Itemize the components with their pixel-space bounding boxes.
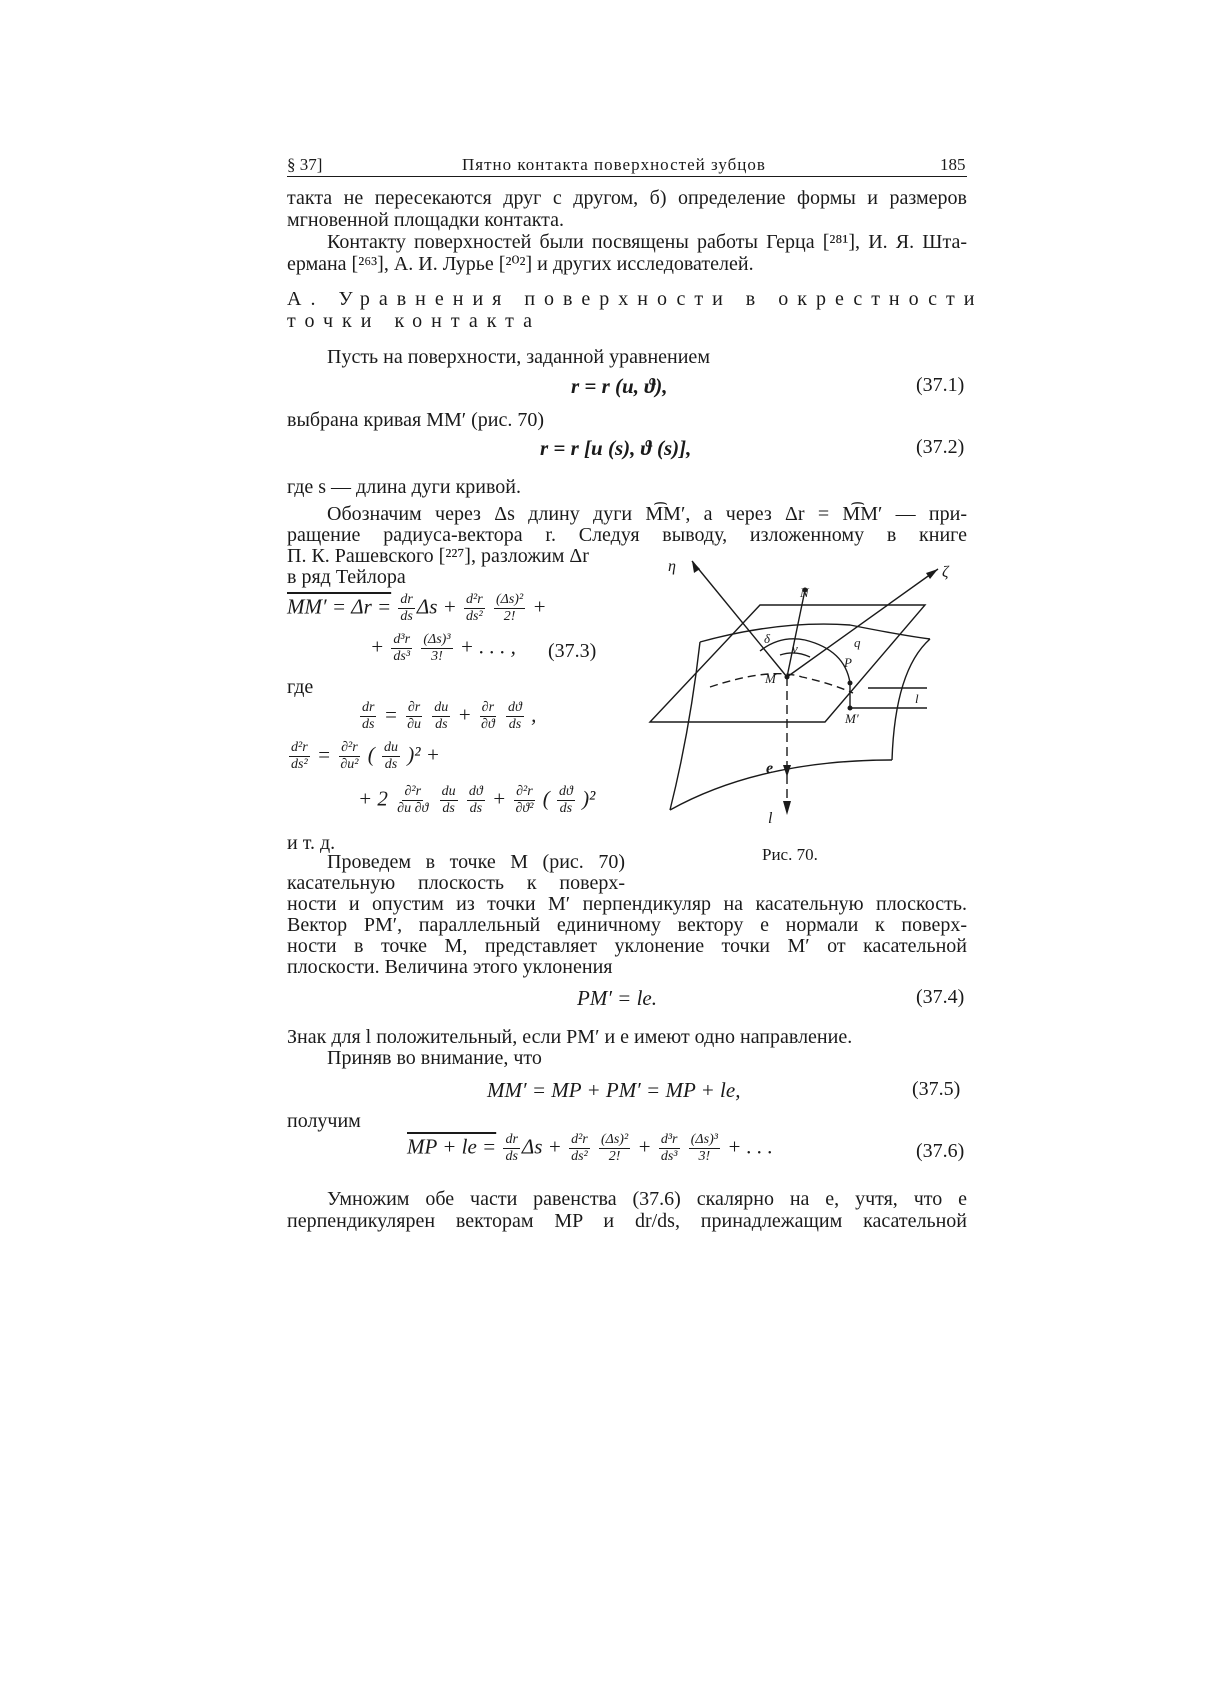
equation-lhs: MP + le = bbox=[407, 1134, 497, 1159]
arrowhead-icon bbox=[926, 569, 938, 579]
point-M-prime bbox=[848, 706, 853, 711]
equation-body: + 2 $\frac{\text{∂²r}}{\partial u \partial ϑ}$ $\frac{du}{ds}$ $\frac{dϑ}{ds}$ + $\frac{\text{∂²r}}{\text{∂ϑ²}}$ ( $\frac{dϑ}{ds}$ )² bbox=[358, 784, 596, 816]
paragraph-line: мгновенной площадки контакта. bbox=[287, 209, 565, 231]
section-heading: А. Уравнения поверхности в окрестности bbox=[287, 288, 984, 310]
paragraph-line: Пусть на поверхности, заданной уравнением bbox=[327, 346, 710, 368]
paragraph-line: ермана [²⁶³], А. И. Лурье [²⁰²] и других исследователей. bbox=[287, 253, 754, 275]
equation-number: (37.2) bbox=[916, 436, 965, 458]
paragraph-line: Знак для l положительный, если PM′ и e имеют одно направление. bbox=[287, 1026, 853, 1048]
label-l: l bbox=[768, 810, 773, 827]
paragraph-line: Приняв во внимание, что bbox=[327, 1047, 542, 1069]
paragraph-line: плоскости. Величина этого уклонения bbox=[287, 956, 613, 978]
section-heading: точки контакта bbox=[287, 310, 542, 332]
surface-edge bbox=[670, 642, 700, 810]
label-P: P bbox=[844, 655, 852, 670]
paragraph-line: получим bbox=[287, 1110, 361, 1132]
label-l-dim: l bbox=[915, 691, 919, 706]
paragraph-line: где bbox=[287, 676, 314, 698]
header-rule bbox=[287, 176, 967, 177]
equation-body: PM′ = le. bbox=[577, 986, 657, 1010]
paragraph-line: Умножим обе части равенства (37.6) скалярно на e, учтя, что e bbox=[327, 1188, 967, 1210]
paragraph-line: ности и опустим из точки M′ перпендикуляр на касательную плоскость. bbox=[287, 893, 967, 915]
paragraph-line: перпендикулярен векторам MP и dr/ds, принадлежащим касательной bbox=[287, 1210, 967, 1232]
arrowhead-icon bbox=[783, 765, 791, 777]
equation-body: $\frac{dr}{ds}$ = $\frac{\partial r}{\partial u}$ $\frac{du}{ds}$ + $\frac{\partial r}{\partial ϑ}$ $\frac{dϑ}{ds}$ , bbox=[362, 700, 537, 732]
label-delta: δ bbox=[764, 631, 771, 646]
eta-axis bbox=[692, 561, 787, 677]
label-e: e bbox=[766, 760, 774, 777]
equation-number: (37.5) bbox=[912, 1078, 961, 1100]
label-q: q bbox=[854, 635, 861, 650]
label-N: N bbox=[800, 585, 809, 600]
equation-body: MM′ = Δr = $\frac{dr}{ds}$ Δs + $\frac{\text{d²r}}{\text{ds²}}$ $\frac{\text{(Δs)²}}{2!}$ + bbox=[287, 592, 547, 624]
surface-edge bbox=[892, 639, 930, 760]
paragraph-line: такта не пересекаются друг с другом, б) определение формы и размеров bbox=[287, 187, 967, 209]
label-M: M bbox=[765, 671, 776, 686]
paragraph-line: ращение радиуса-вектора r. Следуя выводу, изложенному в книге bbox=[287, 524, 967, 546]
equation-body: $\frac{\text{d²r}}{\text{ds²}}$ = $\frac{\text{∂²r}}{\text{∂u²}}$ ( $\frac{du}{ds}$ )² + bbox=[291, 740, 440, 772]
paragraph-line: Вектор PM′, параллельный единичному вектору e нормали к поверх- bbox=[287, 914, 967, 936]
point-M bbox=[785, 675, 790, 680]
equation-body: r = r (u, ϑ), bbox=[571, 374, 668, 398]
paragraph-line: где s — длина дуги кривой. bbox=[287, 476, 521, 498]
header-section: § 37] bbox=[287, 155, 323, 174]
equation-body: MP + le = $\frac{dr}{ds}$ Δs + $\frac{\text{d²r}}{\text{ds²}}$ $\frac{\text{(Δs)²}}{2!}$ + $\frac{\text{d³r}}{\text{ds³}}$ $\frac{\text{(Δs)³}}{3!}$ + . . . bbox=[407, 1132, 773, 1164]
arrowhead-icon bbox=[783, 801, 791, 815]
paragraph-line: в ряд Тейлора bbox=[287, 566, 406, 588]
paragraph-line: Проведем в точке M (рис. 70) bbox=[327, 851, 625, 873]
equation-lhs: MM′ = Δr = bbox=[287, 594, 392, 619]
figure-caption: Рис. 70. bbox=[762, 845, 818, 864]
header-title: Пятно контакта поверхностей зубцов bbox=[462, 155, 766, 174]
arrowhead-icon bbox=[692, 561, 700, 573]
equation-number: (37.6) bbox=[916, 1140, 965, 1162]
label-nu: ν bbox=[792, 641, 798, 656]
surface-curve bbox=[710, 674, 853, 693]
label-zeta: ζ bbox=[942, 564, 949, 581]
label-M-prime: M′ bbox=[845, 711, 859, 726]
label-eta: η bbox=[668, 558, 676, 575]
paragraph-line: Обозначим через Δs длину дуги M͡M′, а через Δr = M͡M′ — при- bbox=[327, 503, 967, 525]
figure-70-diagram bbox=[640, 555, 970, 835]
paragraph-line: касательную плоскость к поверх- bbox=[287, 872, 625, 894]
equation-number: (37.3) bbox=[548, 640, 597, 662]
equation-body: r = r [u (s), ϑ (s)], bbox=[540, 436, 692, 460]
equation-number: (37.4) bbox=[916, 986, 965, 1008]
paragraph-line: выбрана кривая MM′ (рис. 70) bbox=[287, 409, 545, 431]
paragraph-line: П. К. Рашевского [²²⁷], разложим Δr bbox=[287, 545, 589, 567]
page-number: 185 bbox=[940, 155, 966, 174]
equation-body: + $\frac{\text{d³r}}{\text{ds³}}$ $\frac{\text{(Δs)³}}{3!}$ + . . . , bbox=[370, 632, 516, 664]
normal-line bbox=[787, 590, 805, 677]
point-P bbox=[848, 681, 853, 686]
paragraph-line: ности в точке M, представляет уклонение точки M′ от касательной bbox=[287, 935, 967, 957]
equation-number: (37.1) bbox=[916, 374, 965, 396]
zeta-axis bbox=[787, 569, 938, 677]
equation-body: MM′ = MP + PM′ = MP + le, bbox=[487, 1078, 741, 1102]
paragraph-line: и т. д. bbox=[287, 832, 336, 854]
surface-edge bbox=[670, 760, 892, 810]
paragraph-line: Контакту поверхностей были посвящены работы Герца [²⁸¹], И. Я. Шта- bbox=[327, 231, 967, 253]
